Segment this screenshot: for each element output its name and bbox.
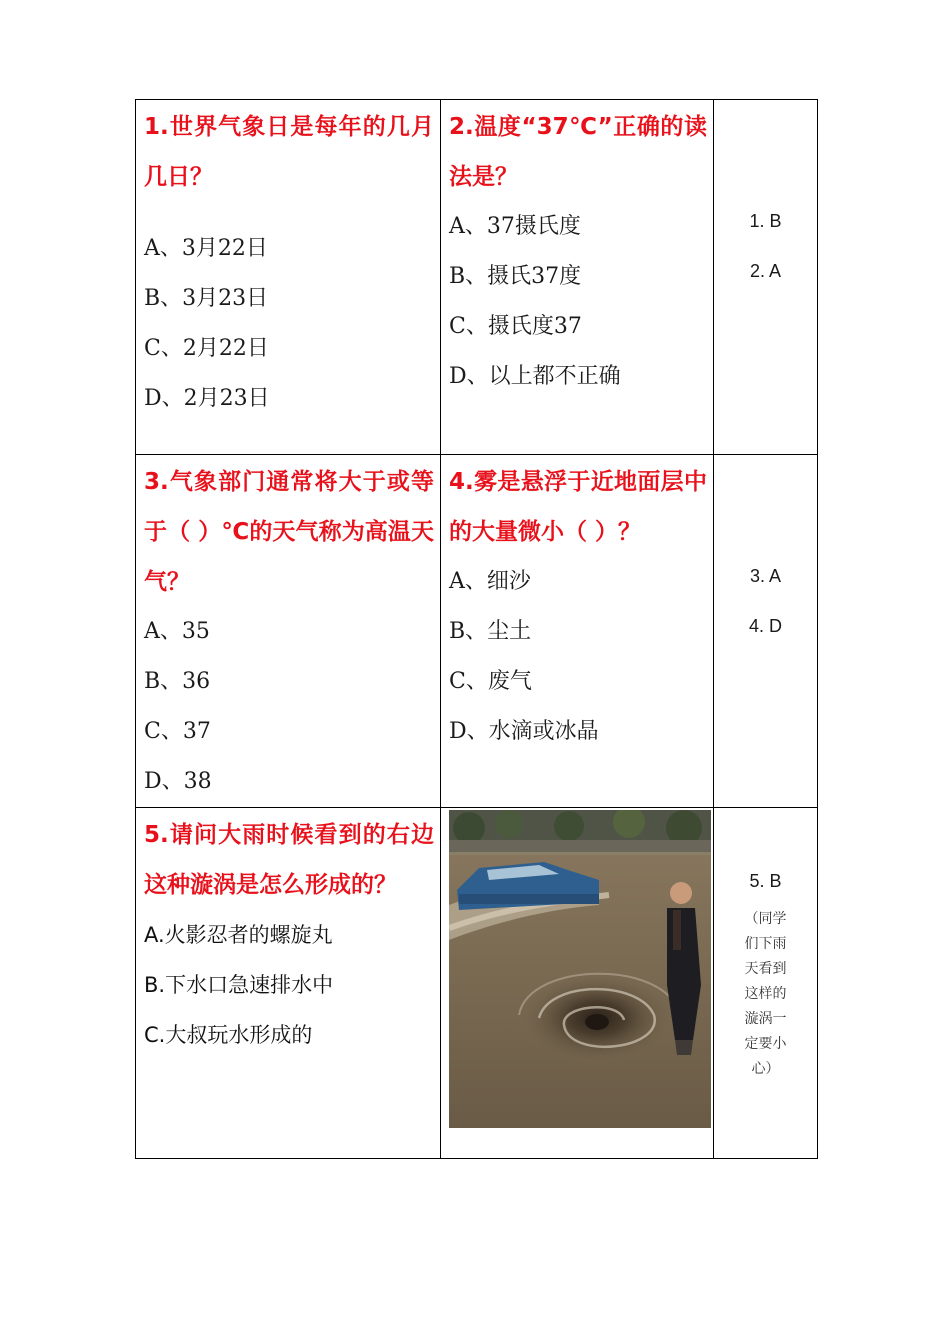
question-1-option-b: B、3月23日: [144, 286, 269, 311]
question-5-option-b: B.下水口急速排水中: [144, 973, 334, 997]
answer-1: 1. B: [749, 211, 782, 231]
question-2-option-b: B、摄氏37度: [449, 264, 582, 289]
question-3-cell: [136, 455, 441, 808]
question-1-cell: [136, 100, 441, 455]
question-3-title: 3.气象部门通常将大于或等于（ ）℃的天气称为高温天气？: [144, 469, 434, 595]
question-2-option-d: D、以上都不正确: [449, 364, 621, 389]
question-4-title: 4.雾是悬浮于近地面层中的大量微小（ ）？: [449, 469, 707, 545]
answer-cell-1: [714, 100, 818, 455]
answer-2: 2. A: [749, 261, 782, 281]
answer-cell-3: [714, 808, 818, 1159]
question-5-title: 5.请问大雨时候看到的右边这种漩涡是怎么形成的？: [144, 822, 434, 898]
question-5-cell: [136, 808, 441, 1159]
table-row: [136, 100, 818, 455]
question-1-title: 1.世界气象日是每年的几月几日？: [144, 114, 434, 190]
question-3-option-c: C、37: [144, 719, 211, 744]
question-4-option-c: C、废气: [449, 669, 532, 694]
question-3-option-a: A、35: [144, 619, 210, 644]
question-1-option-c: C、2月22日: [144, 336, 269, 361]
quiz-table: [135, 99, 818, 1159]
answer-4: 4. D: [748, 616, 782, 636]
question-1-option-a: A、3月22日: [144, 236, 268, 261]
question-4-option-a: A、细沙: [449, 569, 531, 594]
answer-5: 5. B: [749, 871, 782, 891]
question-1-option-d: D、2月23日: [144, 386, 270, 411]
question-2-option-c: C、摄氏度37: [449, 314, 582, 339]
answer-3: 3. A: [749, 566, 782, 586]
question-2-option-a: A、37摄氏度: [449, 214, 581, 239]
photo-cell: [441, 808, 714, 1159]
question-2-title: 2.温度“37℃”正确的读法是？: [449, 114, 707, 190]
table-row: [136, 455, 818, 808]
safety-note: （同学们下雨天看到这样的漩涡一定要小心）: [744, 910, 787, 1076]
question-3-option-b: B、36: [144, 669, 211, 694]
question-3-option-d: D、38: [144, 769, 212, 794]
question-4-option-d: D、水滴或冰晶: [449, 719, 599, 744]
flood-whirlpool-photo: [449, 810, 711, 1128]
question-4-cell: [441, 455, 714, 808]
question-5-option-c: C.大叔玩水形成的: [144, 1023, 313, 1047]
table-row: [136, 808, 818, 1159]
flood-photo-illustration: [449, 810, 711, 1128]
question-5-option-a: A.火影忍者的螺旋丸: [144, 923, 333, 947]
question-2-cell: [441, 100, 714, 455]
answer-cell-2: [714, 455, 818, 808]
question-4-option-b: B、尘土: [449, 619, 532, 644]
